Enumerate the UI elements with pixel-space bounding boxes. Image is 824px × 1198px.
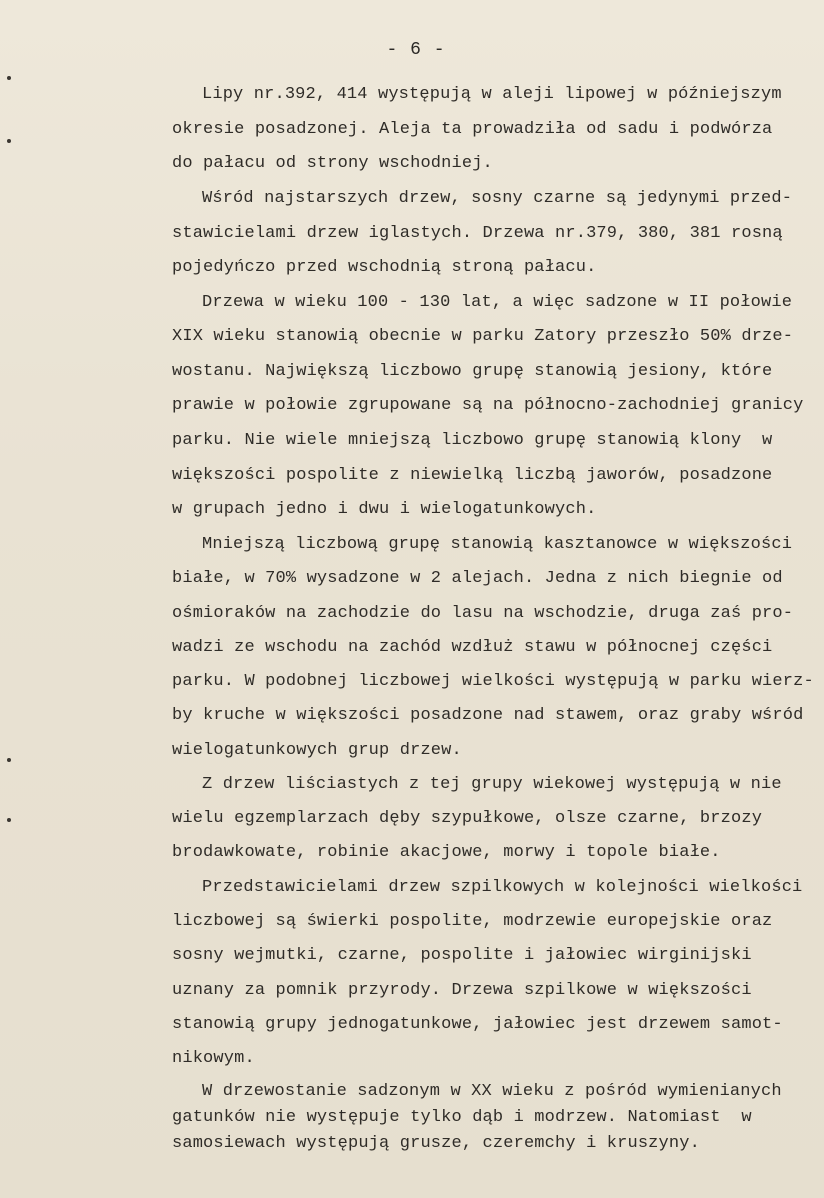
text-line: w grupach jedno i dwu i wielogatunkowych. xyxy=(172,500,597,519)
text-line: stawicielami drzew iglastych. Drzewa nr.379, 380, 381 rosną xyxy=(172,224,783,243)
text-line: prawie w połowie zgrupowane są na północno-zachodniej granicy xyxy=(172,396,804,415)
text-line: parku. W podobnej liczbowej wielkości występują w parku wierz- xyxy=(172,672,814,691)
text-line: większości pospolite z niewielką liczbą jaworów, posadzone xyxy=(172,466,773,485)
text-line: okresie posadzonej. Aleja ta prowadziła od sadu i podwórza xyxy=(172,120,773,139)
text-line: W drzewostanie sadzonym w XX wieku z pośród wymienianych xyxy=(202,1082,782,1101)
text-line: wielu egzemplarzach dęby szypułkowe, olsze czarne, brzozy xyxy=(172,809,763,828)
text-line: do pałacu od strony wschodniej. xyxy=(172,154,493,173)
text-line: gatunków nie występuje tylko dąb i modrzew. Natomiast w xyxy=(172,1108,752,1127)
margin-mark xyxy=(7,758,11,762)
text-line: samosiewach występują grusze, czeremchy i kruszyny. xyxy=(172,1134,700,1153)
text-line: Mniejszą liczbową grupę stanowią kasztanowce w większości xyxy=(202,535,793,554)
margin-mark xyxy=(7,818,11,822)
text-line: liczbowej są świerki pospolite, modrzewie europejskie oraz xyxy=(172,912,773,931)
text-line: Drzewa w wieku 100 - 130 lat, a więc sadzone w II połowie xyxy=(202,293,793,312)
text-line: nikowym. xyxy=(172,1049,255,1068)
text-line: uznany za pomnik przyrody. Drzewa szpilkowe w większości xyxy=(172,981,752,1000)
margin-mark xyxy=(7,76,11,80)
page-number: - 6 - xyxy=(386,40,446,60)
text-line: XIX wieku stanowią obecnie w parku Zatory przeszło 50% drze- xyxy=(172,327,794,346)
text-line: wostanu. Największą liczbowo grupę stanowią jesiony, które xyxy=(172,362,773,381)
text-line: Z drzew liściastych z tej grupy wiekowej występują w nie xyxy=(202,775,782,794)
text-line: Przedstawicielami drzew szpilkowych w kolejności wielkości xyxy=(202,878,803,897)
text-line: wielogatunkowych grup drzew. xyxy=(172,741,462,760)
text-line: wadzi ze wschodu na zachód wzdłuż stawu w północnej części xyxy=(172,638,773,657)
text-line: parku. Nie wiele mniejszą liczbowo grupę stanowią klony w xyxy=(172,431,773,450)
text-line: ośmioraków na zachodzie do lasu na wschodzie, druga zaś pro- xyxy=(172,604,794,623)
margin-mark xyxy=(7,139,11,143)
text-line: sosny wejmutki, czarne, pospolite i jałowiec wirginijski xyxy=(172,946,752,965)
text-line: stanowią grupy jednogatunkowe, jałowiec jest drzewem samot- xyxy=(172,1015,783,1034)
text-line: by kruche w większości posadzone nad stawem, oraz graby wśród xyxy=(172,706,804,725)
text-line: Wśród najstarszych drzew, sosny czarne są jedynymi przed- xyxy=(202,189,793,208)
text-line: brodawkowate, robinie akacjowe, morwy i topole białe. xyxy=(172,843,721,862)
text-line: Lipy nr.392, 414 występują w aleji lipowej w późniejszym xyxy=(202,85,782,104)
text-line: białe, w 70% wysadzone w 2 alejach. Jedna z nich biegnie od xyxy=(172,569,783,588)
text-line: pojedyńczo przed wschodnią stroną pałacu. xyxy=(172,258,597,277)
